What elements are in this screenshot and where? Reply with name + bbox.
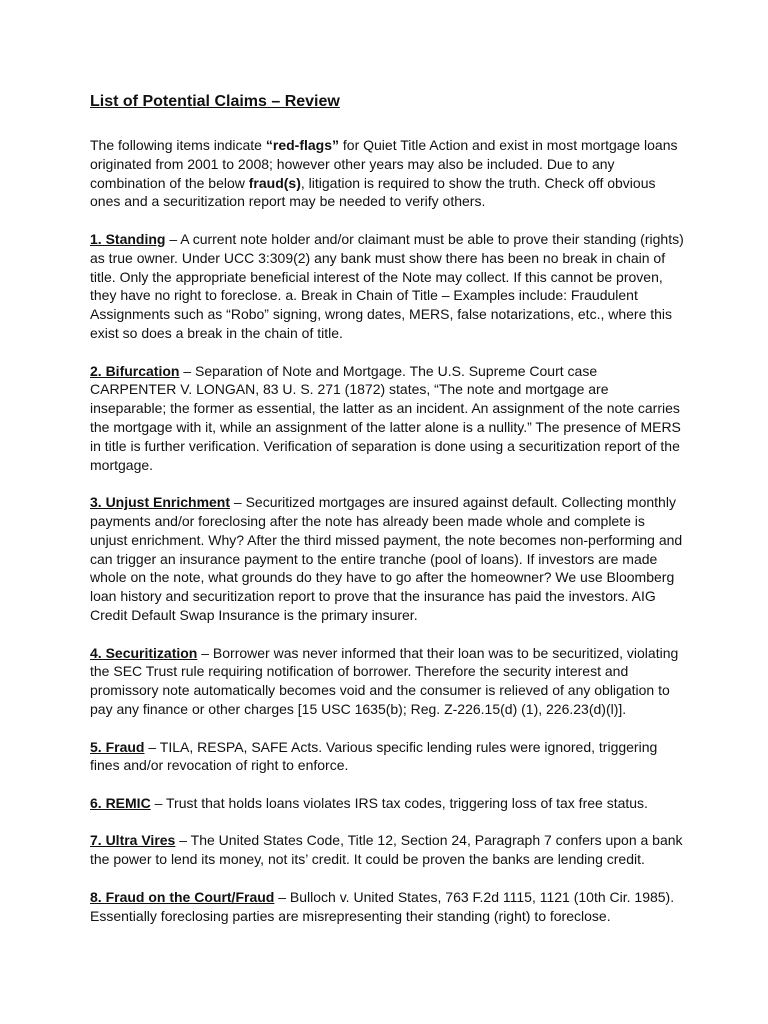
claim-text: – A current note holder and/or claimant must be able to prove their standing (rights) as true owner. Under UCC 3:309(2) any bank must show there has been no break in chain of title. Only the appropriate beneficial interest of the Note may collect. If this cannot be proven, they have no right to foreclose. a. Break in Chain of Title – Examples include: Fraudulent Assignments such as “Robo” signing, wrong dates, MERS, false notarizations, etc., where this exist so does a break in the chain of title. [90, 230, 684, 341]
intro-text-2: for Quiet Title Action and exist in most mortgage loans originated from 2001 to 2008; however other years may also be included. Due to any combination of the below [90, 137, 678, 191]
claim-text: – Borrower was never informed that their loan was to be securitized, violating the SEC Trust rule requiring notification of borrower. Therefore the security interest and promissory note automatically becomes void and the consumer is relieved of any obligation to pay any finance or other charges [15 USC 1635(b); Reg. Z-226.15(d) (1), 226.23(d)(l)]. [90, 644, 679, 717]
intro-text-1: The following items indicate [90, 137, 266, 153]
claim-heading: 7. Ultra Vires [90, 832, 176, 849]
claim-ultra-vires [90, 831, 684, 869]
claim-bifurcation [90, 362, 684, 475]
claim-heading: 6. REMIC [90, 794, 151, 811]
intro-bold-red-flags: “red-flags” [265, 137, 339, 153]
intro-bold-frauds: fraud(s) [248, 174, 301, 191]
intro-text-3: , litigation is required to show the truth. Check off obvious ones and a securitization report may be needed to verify others. [90, 174, 656, 210]
claim-heading: 5. Fraud [90, 738, 145, 755]
claim-heading: 1. Standing [90, 230, 166, 247]
claim-text: – Securitized mortgages are insured against default. Collecting monthly payments and/or foreclosing after the note has already been made whole and complete is unjust enrichment. Why? After the third missed payment, the note becomes non-performing and can trigger an insurance payment to the entire tranche (pool of loans). If investors are made whole on the note, what grounds do they have to go after the homeowner? We use Bloomberg loan history and securitization report to prove that the insurance has paid the investors. AIG Credit Default Swap Insurance is the primary insurer. [90, 494, 683, 623]
claim-text: – Trust that holds loans violates IRS tax codes, triggering loss of tax free status. [150, 794, 648, 811]
claim-unjust-enrichment [90, 493, 684, 625]
claim-fraud-on-court [90, 888, 684, 926]
claim-securitization [90, 644, 684, 719]
claim-text: – The United States Code, Title 12, Section 24, Paragraph 7 confers upon a bank the power to lend its money, not its’ credit. It could be proven the banks are lending credit. [90, 832, 683, 868]
claim-heading: 4. Securitization [90, 644, 198, 661]
document-title: List of Potential Claims – Review [90, 93, 340, 110]
claim-text: – Separation of Note and Mortgage. The U.S. Supreme Court case CARPENTER V. LONGAN, 83 U. S. 271 (1872) states, “The note and mortgage are inseparable; the former as essential, the latter as an incident. An assignment of the note carries the mortgage with it, while an assignment of the latter alone is a nullity.” The presence of MERS in title is further verification. Verification of separation is done using a securitization report of the mortgage. [90, 362, 681, 473]
claim-text: – TILA, RESPA, SAFE Acts. Various specific lending rules were ignored, triggering fines and/or revocation of right to enforce. [90, 738, 658, 774]
claim-standing [90, 230, 684, 343]
claim-fraud [90, 738, 684, 776]
claim-text: – Bulloch v. United States, 763 F.2d 1115, 1121 (10th Cir. 1985). Essentially foreclosing parties are misrepresenting their standing (right) to foreclose. [90, 888, 675, 924]
claim-heading: 8. Fraud on the Court/Fraud [90, 888, 275, 905]
claim-heading: 2. Bifurcation [90, 362, 180, 379]
intro-paragraph [90, 136, 684, 211]
document-page [90, 92, 684, 944]
claim-heading: 3. Unjust Enrichment [90, 494, 231, 511]
claim-remic [90, 794, 684, 813]
